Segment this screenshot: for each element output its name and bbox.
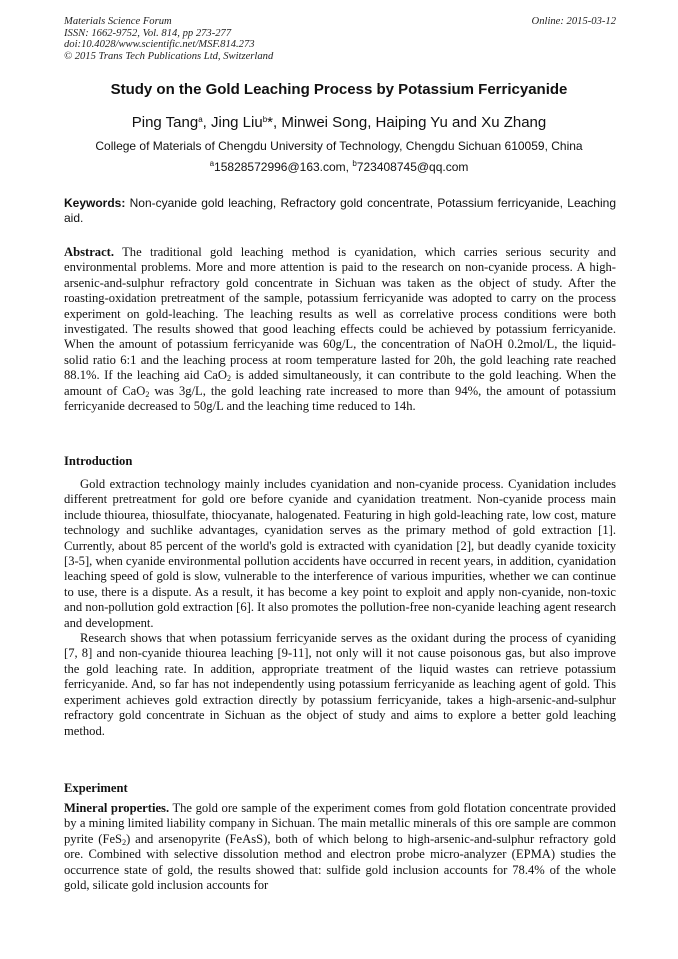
paragraph: Gold extraction technology mainly includes cyanidation and non-cyanide process. Cyanidation includes different pretreatment for gold ore before cyanide and cyanidation treatment. Non-cyanide process main include thiourea, thiosulfate, thiocyanate, halogenated. Featuring in high gold-leaching rate, low cost, mature technology and suchlike advantages, cyanidation serves as the primary method of gold extraction [1]. Currently, about 85 percent of the world's gold is extracted with cyanidation [2], but deadly cyanide toxicity [3-5], when cyanide environmental pollution accidents have occurred in recent years, in addition, cyanidation leaching speed of gold is slow, vulnerable to the interference of various impurities, whether we can continue to use, there is a dispute. As a result, it has become a key point to exploit and apply non-cyanide, non-toxic and non-pollution gold extraction [6]. It also promotes the pollution-free non-cyanide leaching agent research and development. [64, 477, 616, 630]
affiliation-marker: b [262, 115, 268, 124]
online-date: Online: 2015-03-12 [531, 16, 616, 27]
abstract-text: was 3g/L, the gold leaching rate increased to more than 94%, the amount of potassium ferricyanide decreased to 50g/L and the leaching time reduced to 14h. [64, 383, 616, 414]
author-name: Jing Liu [211, 114, 263, 131]
keywords [64, 196, 616, 225]
email-link[interactable]: 15828572996@163.com [214, 160, 346, 174]
author-list [0, 114, 678, 131]
experiment-heading: Experiment [64, 781, 128, 795]
paragraph-text: ) and arsenopyrite (FeAsS), both of which belong to high-arsenic-and-sulphur refractory gold ore. Combined with selective dissolution method and electron probe micro-analyzer (EPMA) studies the occurrence state of gold, the results showed that: sulfide gold inclusion accounts for 78.4% of the whole gold, silicate gold inclusion accounts for [64, 831, 616, 893]
issn-line: ISSN: 1662-9752, Vol. 814, pp 273-277 [64, 27, 232, 39]
email-link[interactable]: 723408745@qq.com [356, 160, 469, 174]
author-name: Ping Tang [131, 114, 199, 131]
paragraph: Research shows that when potassium ferricyanide serves as the oxidant during the process of cyaniding [7, 8] and non-cyanide thiourea leaching [9-11], not only will it not cause poisonous gas, but also improve the gold leaching rate. In addition, appropriate treatment of the liquid wastes can retrieve potassium ferricyanide. And, so far has not independently using potassium ferricyanide as leaching agent of gold. This experiment achieves gold extraction directly by potassium ferricyanide, takes a high-arsenic-and-sulphur refractory gold concentrate in Sichuan as the object of study and aims to explore a better gold leaching method. [64, 631, 616, 738]
paragraph-text: The gold ore sample of the experiment comes from gold flotation concentrate provided by a mining limited liability company in Sichuan. The main metallic minerals of this ore sample are common pyrite (FeS [64, 801, 616, 846]
subscript: 2 [122, 837, 127, 847]
affiliation-marker: a [198, 115, 203, 124]
subscript: 2 [145, 389, 150, 399]
email-separator: , [345, 160, 353, 174]
paper-title: Study on the Gold Leaching Process by Potassium Ferricyanide [110, 81, 568, 98]
journal-header [64, 16, 616, 62]
subscript: 2 [227, 374, 231, 384]
abstract [64, 245, 616, 414]
author-names-rest: , Minwei Song, Haiping Yu and Xu Zhang [273, 114, 547, 131]
subsection-label: Mineral properties. [64, 801, 170, 815]
abstract-label: Abstract. [64, 245, 115, 259]
abstract-text: is added simultaneously, it can contribute to the gold leaching. When the amount of CaO [64, 368, 616, 398]
author-emails [0, 160, 678, 174]
doi-line: doi:10.4028/www.scientific.net/MSF.814.273 [64, 39, 255, 51]
email-marker: a [209, 159, 215, 168]
author-separator: , [202, 114, 211, 131]
abstract-text: The traditional gold leaching method is cyanidation, which carries serious security and environmental problems. More and more attention is paid to the research on non-cyanide process. A high-arsenic-and-sulphur refractory gold concentrate in Sichuan was taken as the object of study. After the roasting-oxidation pretreatment of the sample, potassium ferricyanide was adopted to carry on the process experiment on gold-leaching. The leaching results as well as correlative process conditions were both investigated. The results showed that good leaching effects could be achieved by potassium ferricyanide. When the amount of potassium ferricyanide was 60g/L, the concentration of NaOH 0.2mol/L, the liquid-solid ratio 6:1 and the leaching process at room temperature lasted for 20h, the gold leaching rate reached 88.1%. If the leaching aid CaO [64, 245, 616, 383]
journal-name: Materials Science Forum [64, 16, 172, 27]
introduction-body [64, 477, 616, 739]
copyright-line: © 2015 Trans Tech Publications Ltd, Switzerland [64, 50, 274, 62]
affiliation: College of Materials of Chengdu University of Technology, Chengdu Sichuan 610059, China [95, 139, 583, 153]
keywords-label: Keywords: [64, 196, 126, 210]
experiment-body [64, 801, 616, 893]
keywords-text: Non-cyanide gold leaching, Refractory gold concentrate, Potassium ferricyanide, Leaching aid. [64, 196, 616, 225]
introduction-heading: Introduction [64, 454, 133, 468]
email-marker: b [352, 159, 357, 168]
corresponding-marker: * [267, 114, 273, 131]
